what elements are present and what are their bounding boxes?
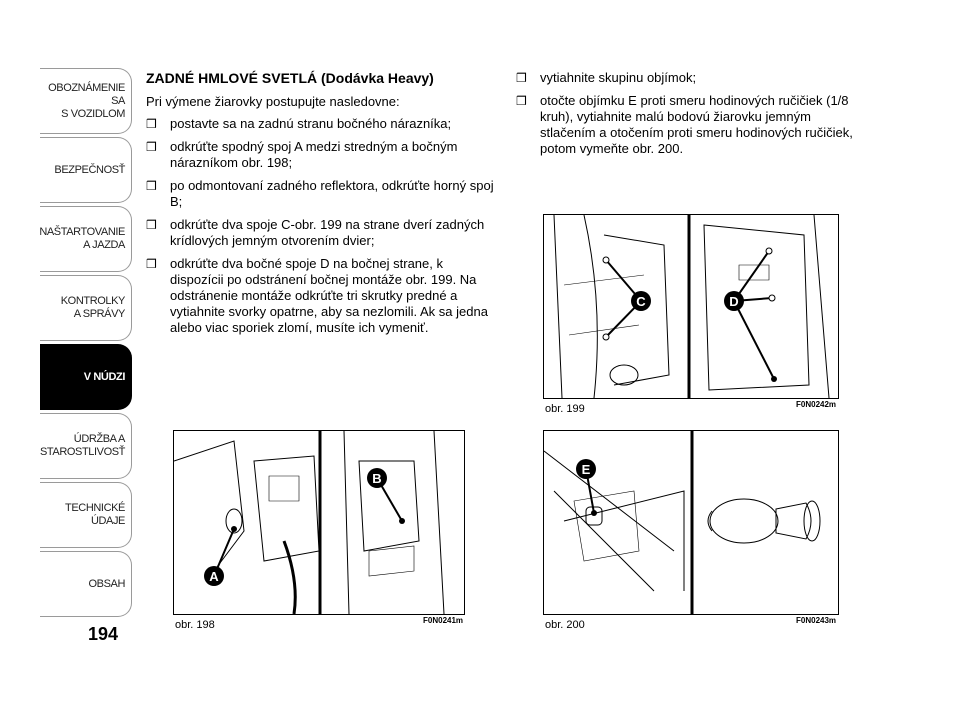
caption-199: obr. 199 — [545, 403, 585, 415]
figure-198-drawing — [174, 431, 464, 614]
checkbox-bullet-icon: ❒ — [146, 117, 157, 131]
tab-technicke[interactable]: TECHNICKÉ ÚDAJE — [40, 482, 132, 548]
checkbox-bullet-icon: ❒ — [146, 218, 157, 232]
list-item: ❒ postavte sa na zadnú stranu bočného nárazníka; — [146, 116, 452, 131]
tab-bezpecnost[interactable]: BEZPEČNOSŤ — [40, 137, 132, 203]
list-item: ❒ otočte objímku E proti smeru hodinových ručičiek (1/8 kruh), vytiahnite malú bodovú žiarovku jemným stlačením a otočením proti smeru hodinových ručičiek, potom vymeňte obr. 200. — [516, 93, 853, 156]
right-column — [516, 70, 856, 164]
left-column — [146, 70, 496, 343]
checkbox-bullet-icon: ❒ — [146, 179, 157, 193]
checkbox-bullet-icon: ❒ — [146, 257, 157, 271]
section-title: ZADNÉ HMLOVÉ SVETLÁ (Dodávka Heavy) — [146, 70, 434, 86]
checkbox-bullet-icon: ❒ — [516, 94, 527, 108]
label-b: B — [372, 471, 382, 486]
label-e: E — [581, 462, 591, 477]
tab-kontrolky[interactable]: KONTROLKY A SPRÁVY — [40, 275, 132, 341]
tab-v-nudzi[interactable]: V NÚDZI — [40, 344, 132, 410]
list-item: ❒ odkrúťte dva bočné spoje D na bočnej strane, k dispozícii po odstránení bočnej montáže obr. 199. Na odstránenie montáže odkrúťte tri skrutky predné a vytiahnite svorky opatrne, aby sa nezlomili. Ak sa jedna alebo viac sporiek zlomí, musíte ich vymeniť. — [146, 256, 488, 335]
caption-198: obr. 198 — [175, 619, 215, 631]
label-a: A — [209, 569, 219, 584]
tab-oboznamenie[interactable]: OBOZNÁMENIE SA S VOZIDLOM — [40, 68, 132, 134]
page-number: 194 — [88, 624, 119, 644]
tab-obsah[interactable]: OBSAH — [40, 551, 132, 617]
caption-200: obr. 200 — [545, 619, 585, 631]
checkbox-bullet-icon: ❒ — [146, 140, 157, 154]
tab-nastartovanie[interactable]: NAŠTARTOVANIE A JAZDA — [40, 206, 132, 272]
list-item: ❒ odkrúťte dva spoje C-obr. 199 na strane dverí zadných krídlových jemným otvorením dvier; — [146, 217, 485, 248]
figure-199 — [543, 214, 839, 399]
list-item: ❒ odkrúťte spodný spoj A medzi stredným a bočným nárazníkom obr. 198; — [146, 139, 458, 170]
figure-200-drawing — [544, 431, 838, 614]
list-item: ❒ po odmontovaní zadného reflektora, odkrúťte horný spoj B; — [146, 178, 494, 209]
code-198: F0N0241m — [423, 616, 464, 625]
tab-udrzba[interactable]: ÚDRŽBA A STAROSTLIVOSŤ — [40, 413, 132, 479]
label-c: C — [636, 294, 646, 309]
figure-199-drawing — [544, 215, 838, 398]
code-200: F0N0243m — [796, 616, 837, 625]
label-d: D — [729, 294, 739, 309]
checkbox-bullet-icon: ❒ — [516, 71, 527, 85]
figure-200 — [543, 430, 839, 615]
list-item: ❒ vytiahnite skupinu objímok; — [516, 70, 697, 85]
figure-198 — [173, 430, 465, 615]
code-199: F0N0242m — [796, 400, 837, 409]
intro-text: Pri výmene žiarovky postupujte nasledovne: — [146, 94, 400, 109]
